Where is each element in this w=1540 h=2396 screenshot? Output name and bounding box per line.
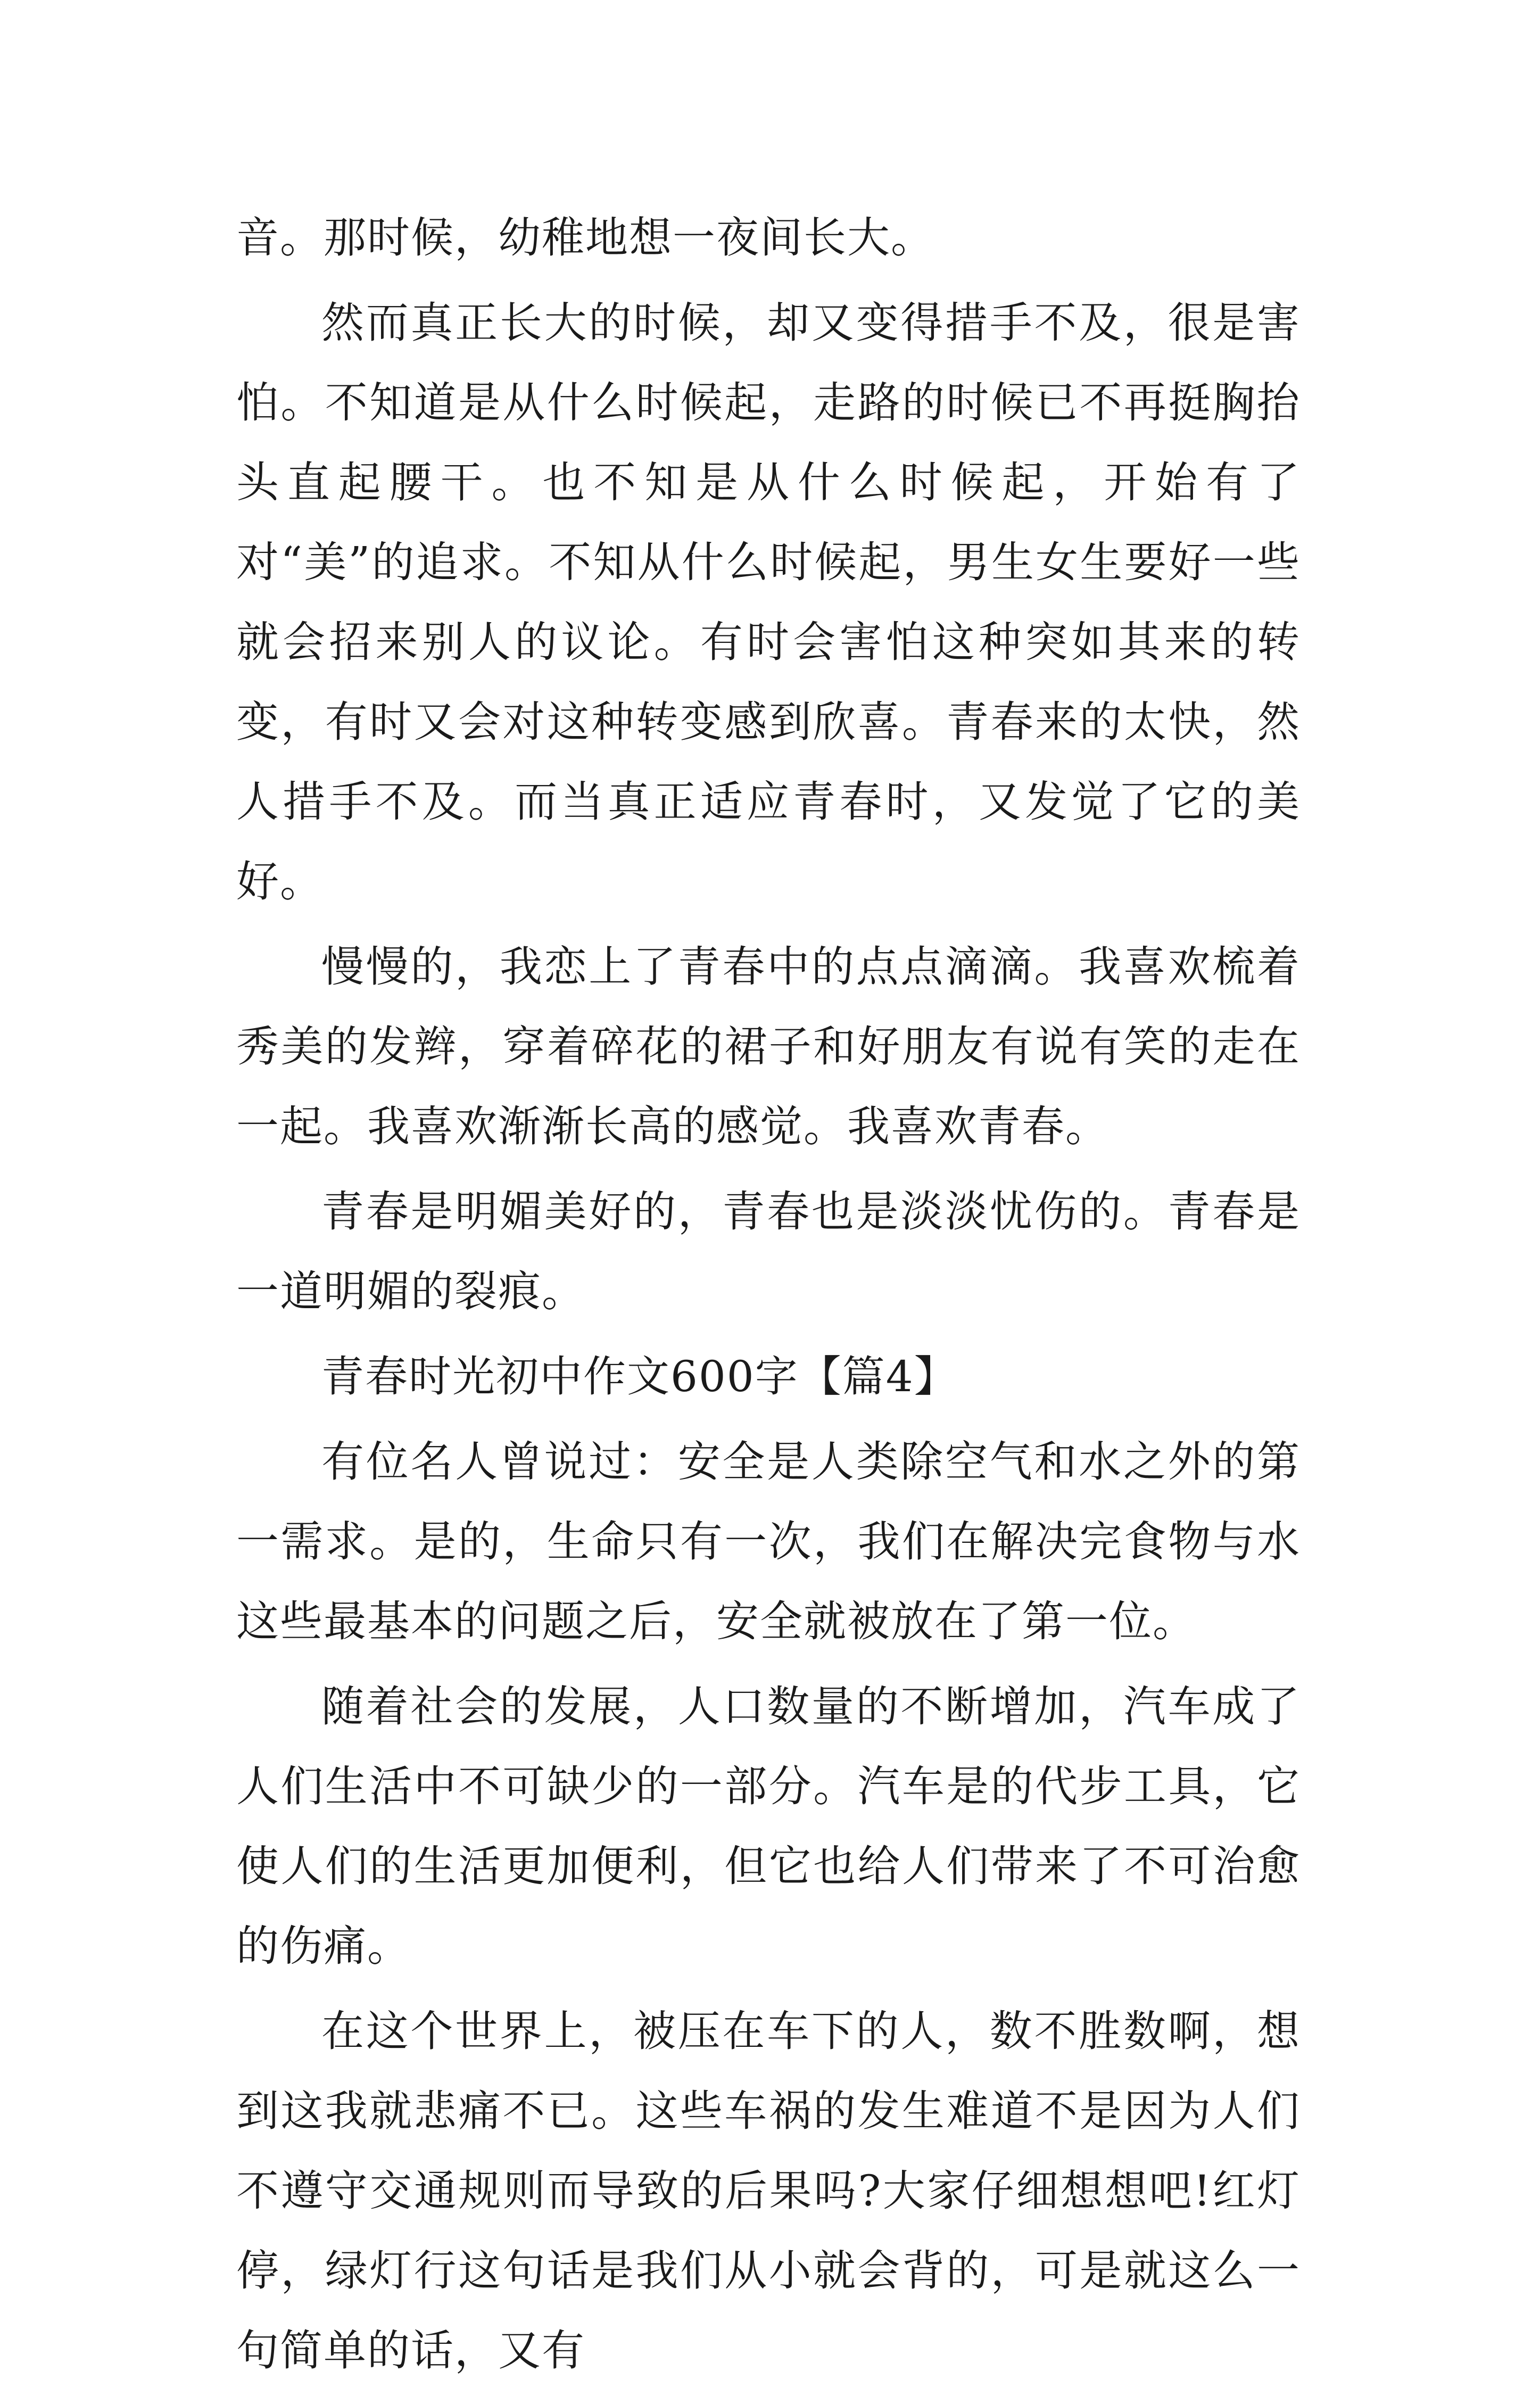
paragraph: 青春是明媚美好的，青春也是淡淡忧伤的。青春是一道明媚的裂痕。 xyxy=(236,1187,1301,1316)
section-heading: 青春时光初中作文600字【篇4】 xyxy=(321,1352,958,1401)
paragraph: 在这个世界上，被压在车下的人，数不胜数啊，想到这我就悲痛不已。这些车祸的发生难道不是因为人们不遵守交通规则而导致的后果吗?大家仔细想想吧!红灯停，绿灯行这句话是我们从小就会背的，可是就这么一句简单的话，又有 xyxy=(236,2006,1301,2375)
paragraph: 慢慢的，我恋上了青春中的点点滴滴。我喜欢梳着秀美的发辫，穿着碎花的裙子和好朋友有说有笑的走在一起。我喜欢渐渐长高的感觉。我喜欢青春。 xyxy=(236,942,1301,1151)
paragraph: 有位名人曾说过：安全是人类除空气和水之外的第一需求。是的，生命只有一次，我们在解决完食物与水这些最基本的问题之后，安全就被放在了第一位。 xyxy=(236,1437,1301,1646)
paragraph: 随着社会的发展，人口数量的不断增加，汽车成了人们生活中不可缺少的一部分。汽车是的代步工具，它使人们的生活更加便利，但它也给人们带来了不可治愈的伤痛。 xyxy=(236,1682,1301,1971)
paragraph: 然而真正长大的时候，却又变得措手不及，很是害怕。不知道是从什么时候起，走路的时候已不再挺胸抬头直起腰干。也不知是从什么时候起，开始有了对“美”的追求。不知从什么时候起，男生女生要好一些就会招来别人的议论。有时会害怕这种突如其来的转变，有时又会对这种转变感到欣喜。青春来的太快，然人措手不及。而当真正适应青春时，又发觉了它的美好。 xyxy=(236,298,1301,906)
paragraph-continuation: 音。那时候，幼稚地想一夜间长大。 xyxy=(236,213,934,262)
document-body xyxy=(236,198,1301,2396)
